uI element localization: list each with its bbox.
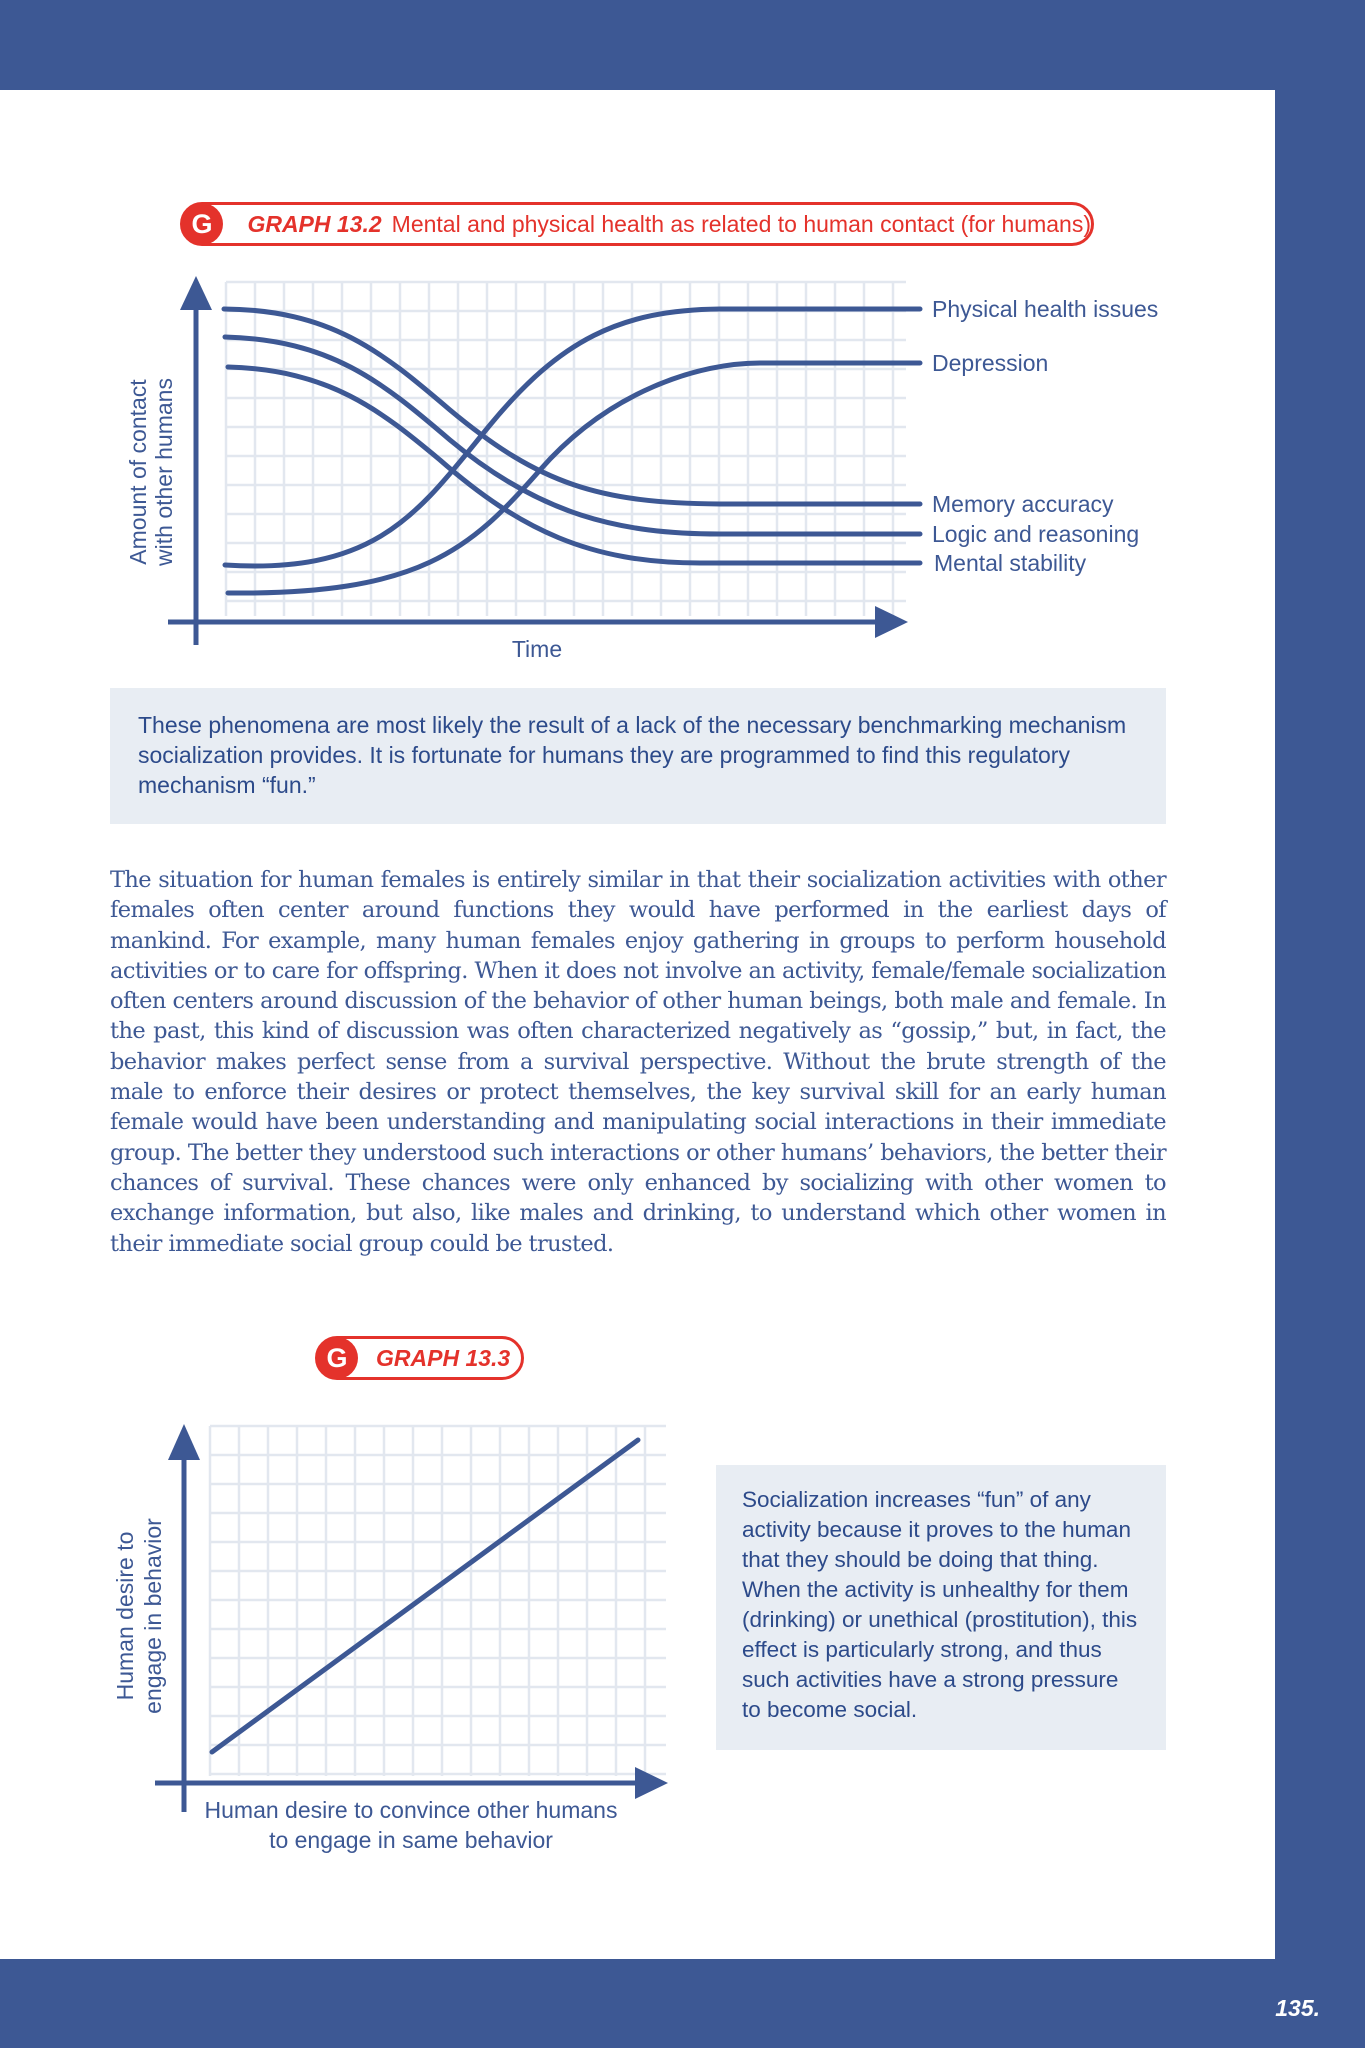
x-axis-arrow	[635, 1767, 668, 1799]
graph-13-2-note-text: These phenomena are most likely the result of a lack of the necessary benchmarking mechanism socialization provides. It is fortunate for humans they are programmed to find this regulatory mechanism “fun.”	[138, 712, 1127, 798]
grid-lines	[226, 282, 906, 616]
graph-13-3-title-badge	[315, 1336, 524, 1380]
graph-13-3-number: GRAPH 13.3	[376, 1344, 511, 1371]
x-axis-label: Time	[511, 636, 563, 662]
x-axis-arrow	[875, 606, 908, 638]
graph-13-2	[0, 260, 1275, 680]
y-axis-arrow	[180, 276, 212, 310]
graph-13-3	[0, 1400, 720, 1870]
body-paragraph: The situation for human females is entirely similar in that their socialization activities with other females often center around functions they would have performed in the earliest days of mankind. For example, many human females enjoy gathering in groups to perform household activities or to care for offspring. When it does not involve an activity, female/female socialization often centers around discussion of the behavior of other human beings, both male and female. In the past, this kind of discussion was often characterized negatively as “gossip,” but, in fact, the behavior makes perfect sense from a survival perspective. Without the brute strength of the male to enforce their desires or protect themselves, the key survival skill for an early human female would have been understanding and manipulating social interactions in their immediate group. The better they understood such interactions or other humans’ behaviors, the better their chances of survival. These chances were only enhanced by socializing with other women to exchange information, but also, like males and drinking, to understand which other women in their immediate social group could be trusted.	[110, 867, 1166, 1257]
y-axis-label-line2: with other humans	[151, 378, 177, 566]
x-axis-label-line1: Human desire to convince other humans	[204, 1797, 618, 1823]
graph-badge-icon: G	[181, 203, 223, 245]
curve-memory-accuracy	[224, 309, 920, 504]
label-depression: Depression	[932, 350, 1049, 376]
y-axis-arrow	[168, 1424, 200, 1460]
graph-13-3-note	[716, 1465, 1166, 1750]
graph-13-3-note-text: Socialization increases “fun” of any activity because it proves to the human that they should be doing that thing. When the activity is unhealthy for them (drinking) or unethical (prostitution), this effect is particularly strong, and thus such activities have a strong pressure to become social.	[742, 1487, 1138, 1722]
graph-13-2-note	[110, 688, 1166, 824]
y-axis-label-line1: Amount of contact	[125, 379, 151, 565]
y-axis-label-line2: engage in behavior	[140, 1518, 166, 1714]
label-logic-and-reasoning: Logic and reasoning	[932, 521, 1140, 547]
graph-13-2-title: Mental and physical health as related to human contact (for humans)	[391, 210, 1091, 237]
label-physical-health-issues: Physical health issues	[932, 296, 1159, 322]
label-memory-accuracy: Memory accuracy	[932, 491, 1114, 517]
label-mental-stability: Mental stability	[934, 550, 1087, 576]
trend-line	[212, 1440, 638, 1752]
page-number: 135.	[1275, 1995, 1320, 2021]
graph-13-2-title-badge	[180, 202, 1094, 246]
x-axis-label-line2: to engage in same behavior	[269, 1827, 553, 1853]
graph-13-2-number: GRAPH 13.2	[247, 210, 382, 237]
y-axis-label-line1: Human desire to	[112, 1531, 138, 1701]
graph-badge-icon: G	[316, 1337, 358, 1379]
grid-lines	[210, 1426, 666, 1776]
